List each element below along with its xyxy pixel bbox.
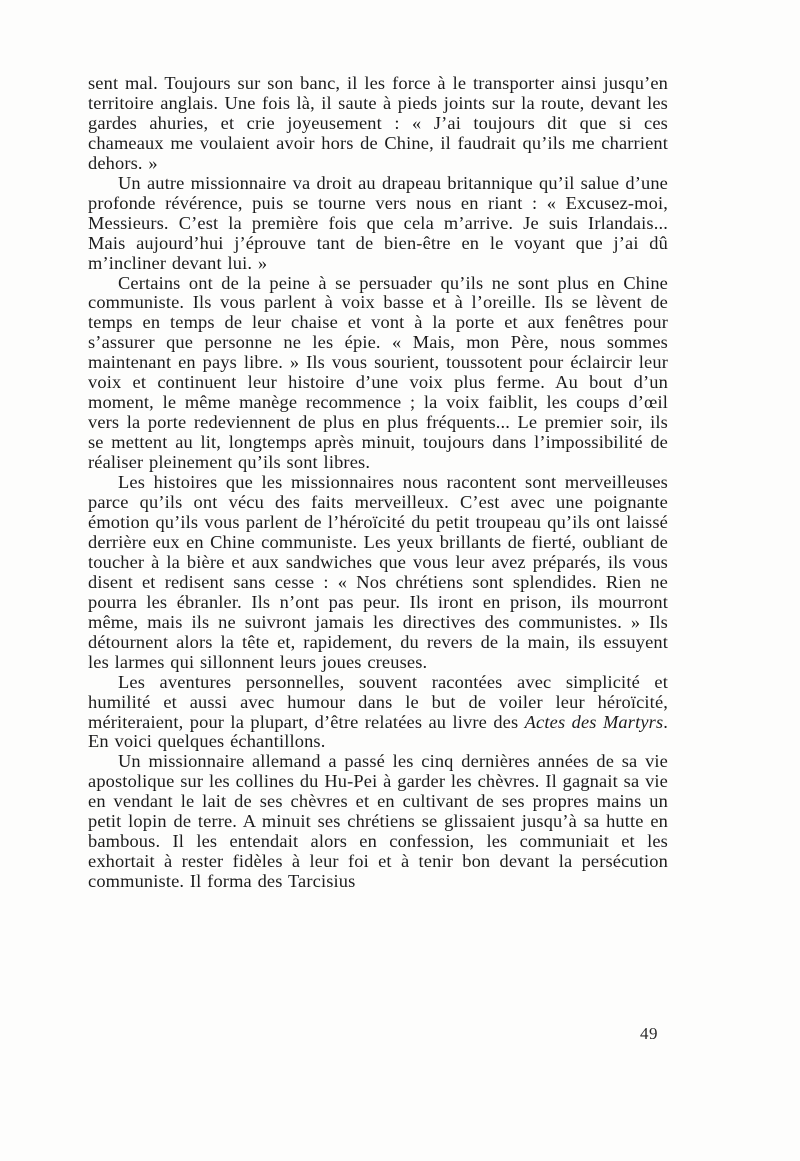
paragraph-3: Certains ont de la peine à se persuader qu’ils ne sont plus en Chine communiste. Ils vous parlent à voix basse et à l’oreille. Ils se lèvent de temps en temps de leur chaise et vont à la porte et aux fenêtres pour s’assurer que personne ne les épie. « Mais, mon Père, nous sommes maintenant en pays libre. » Ils vous sourient, toussotent pour éclaircir leur voix et continuent leur histoire d’une voix plus ferme. Au bout d’un moment, le même manège recommence ; la voix faiblit, les coups d’œil vers la porte redeviennent de plus en plus fréquents... Le premier soir, ils se mettent au lit, longtemps après minuit, toujours dans l’impossibilité de réaliser pleinement qu’ils sont libres. [88,272,668,473]
paragraph-5 [88,673,668,753]
body-text [88,74,668,892]
paragraph-6: Un missionnaire allemand a passé les cinq dernières années de sa vie apostolique sur les collines du Hu-Pei à garder les chèvres. Il gagnait sa vie en vendant le lait de ses chèvres et en cultivant de ses propres mains un petit lopin de terre. A minuit ses chrétiens se glissaient jusqu’à sa hutte en bambous. Il les entendait alors en confession, les communiait et les exhortait à rester fidèles à leur foi et à tenir bon devant la persécution communiste. Il forma des Tarcisius [88,751,668,892]
paragraph-1: sent mal. Toujours sur son banc, il les force à le transporter ainsi jusqu’en territoire anglais. Une fois là, il saute à pieds joints sur la route, devant les gardes ahuries, et crie joyeusement : « J’ai toujours dit que si ces chameaux me voulaient avoir hors de Chine, il faudrait qu’ils me charrient dehors. » [88,73,668,173]
page-number: 49 [640,1024,658,1043]
paragraph-5-text-end: . En voici quelques échantillons. [88,711,669,752]
paragraph-5-text-start: Les aventures personnelles, souvent racontées avec simplicité et humilité et aussi avec humour dans le but de voiler leur héroïcité, mériteraient, pour la plupart, d’être relatées au livre des [88,671,668,732]
paragraph-4: Les histoires que les missionnaires nous racontent sont merveilleuses parce qu’ils ont vécu des faits merveilleux. C’est avec une poignante émotion qu’ils vous parlent de l’héroïcité du petit troupeau qu’ils ont laissé derrière eux en Chine communiste. Les yeux brillants de fierté, oubliant de toucher à la bière et aux sandwiches que vous leur avez préparés, ils vous disent et redisent sans cesse : « Nos chrétiens sont splendides. Rien ne pourra les ébranler. Ils n’ont pas peur. Ils iront en prison, ils mourront même, mais ils ne suivront jamais les directives des communistes. » Ils détournent alors la tête et, rapidement, du revers de la main, ils essuyent les larmes qui sillonnent leurs joues creuses. [88,472,668,672]
paragraph-2: Un autre missionnaire va droit au drapeau britannique qu’il salue d’une profonde révérence, puis se tourne vers nous en riant : « Excusez-moi, Messieurs. C’est la première fois que cela m’arrive. Je suis Irlandais... Mais aujourd’hui j’éprouve tant de bien-être en le voyant que j’ai dû m’incliner devant lui. » [88,172,668,273]
book-title-italic: Actes des Martyrs [524,711,664,732]
